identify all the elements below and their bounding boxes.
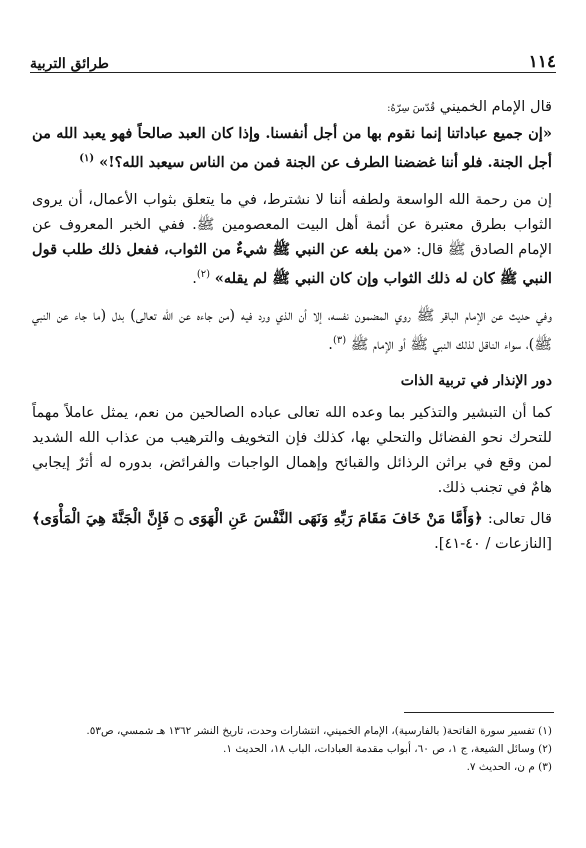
paragraph-quote-khomeini (32, 121, 552, 175)
baqir-text: وفي حديث عن الإمام الباقر ﷺ روي المضمون نفسه، إلا أن الذي ورد فيه (من جاءه عن الله تعالى) بدل (ما جاء عن النبي ﷺ)، سواء الناقل لذلك النبي ﷺ أو الإمام ﷺ (32, 306, 552, 353)
page-body (32, 94, 552, 556)
footnotes (32, 722, 552, 776)
footnote-ref-2: (٢) (196, 268, 211, 280)
paragraph-intro (32, 94, 552, 121)
page-number: ١١٤ (528, 52, 556, 72)
verse-intro: قال تعالى: (487, 509, 552, 527)
footnote-ref-1: (١) (79, 153, 95, 164)
quote-text: «إن جميع عباداتنا إنما نقوم بها من أجل أنفسنا. وإذا كان العبد صالحاً فهو يعبد الله من أجل الجنة. فلو أننا غضضنا الطرف عن الجنة فمن من الناس سيعبد الله؟!» (32, 125, 552, 171)
mercy-text: إن من رحمة الله الواسعة ولطفه أننا لا نشترط، في ما يتعلق بثواب الأعمال، أن يروى الثواب بطرق معتبرة عن أئمة أهل البيت المعصومين ﷺ. ففي الخبر المعروف عن الإمام الصادق ﷺ قال: (32, 190, 552, 258)
warning-text: كما أن التبشير والتذكير بما وعده الله تعالى عباده الصالحين من نعم، يمثل عاملاً مهماً للتحرك نحو الفضائل والتحلي بها، كذلك فإن التخويف والترهيب من عذاب الله الشديد لمن وقع في براثن الرذائل والقبائح وإهمال الواجبات والفرائض، بدوره له أثرٌ إيجابي هامٌ في تجنب ذلك. (32, 403, 552, 496)
footnote-2: (٢) وسائل الشيعة، ج ١، ص ٦٠، أبواب مقدمة العبادات، الباب ١٨، الحديث ١. (223, 743, 552, 755)
hadith-quote: «من بلغه عن النبي ﷺ شيءٌ من الثواب، ففعل ذلك طلب قول النبي ﷺ كان له ذلك الثواب وإن كان النبي ﷺ لم يقله» (32, 240, 552, 287)
footnote-3: (٣) م ن، الحديث ٧. (466, 761, 552, 773)
paragraph-baqir: وفي حديث عن الإمام الباقر ﷺ روي المضمون نفسه، إلا أن الذي ورد فيه (من جاءه عن الله تعالى) بدل (ما جاء عن النبي ﷺ)، سواء الناقل لذلك النبي ﷺ أو الإمام ﷺ $^{(٣)}$. (32, 306, 552, 353)
verse-source: [النازعات / ٤٠-٤١]. (434, 534, 552, 552)
section-heading: دور الإنذار في تربية الذات (400, 372, 552, 389)
page-header (30, 44, 556, 72)
running-title: طرائق التربية (30, 56, 109, 72)
footnote-divider (404, 712, 554, 713)
footnote-1: (١) تفسير سورة الفاتحة( بالفارسية)، الإمام الخميني، انتشارات وحدت، تاريخ النشر ١٣٦٢ هـ شمسي، ص٥٣. (86, 725, 552, 737)
intro-text: قال الإمام الخميني (439, 98, 552, 115)
footnote-ref-3: (٣) (332, 334, 347, 346)
header-divider (30, 72, 556, 73)
paragraph-verse (32, 506, 552, 556)
paragraph-warning (32, 400, 552, 500)
quran-verse: ﴿وَأَمَّا مَنْ خَافَ مَقَامَ رَبِّهِ وَنَهَى النَّفْسَ عَنِ الْهَوَى ۝ فَإِنَّ الْجَنَّةَ هِيَ الْمَأْوَى﴾ (32, 509, 483, 527)
paragraph-mercy: إن من رحمة الله الواسعة ولطفه أننا لا نشترط، في ما يتعلق بثواب الأعمال، أن يروى الثواب بطرق معتبرة عن أئمة أهل البيت المعصومين ﷺ. ففي الخبر المعروف عن الإمام الصادق ﷺ قال: «من بلغه عن النبي ﷺ شيءٌ من الثواب، ففعل ذلك طلب قول النبي ﷺ كان له ذلك الثواب وإن كان النبي ﷺ لم يقله» $^{(٢)}$. (32, 190, 552, 287)
honorific: قُدّسَ سِرّهُ: (387, 103, 436, 114)
